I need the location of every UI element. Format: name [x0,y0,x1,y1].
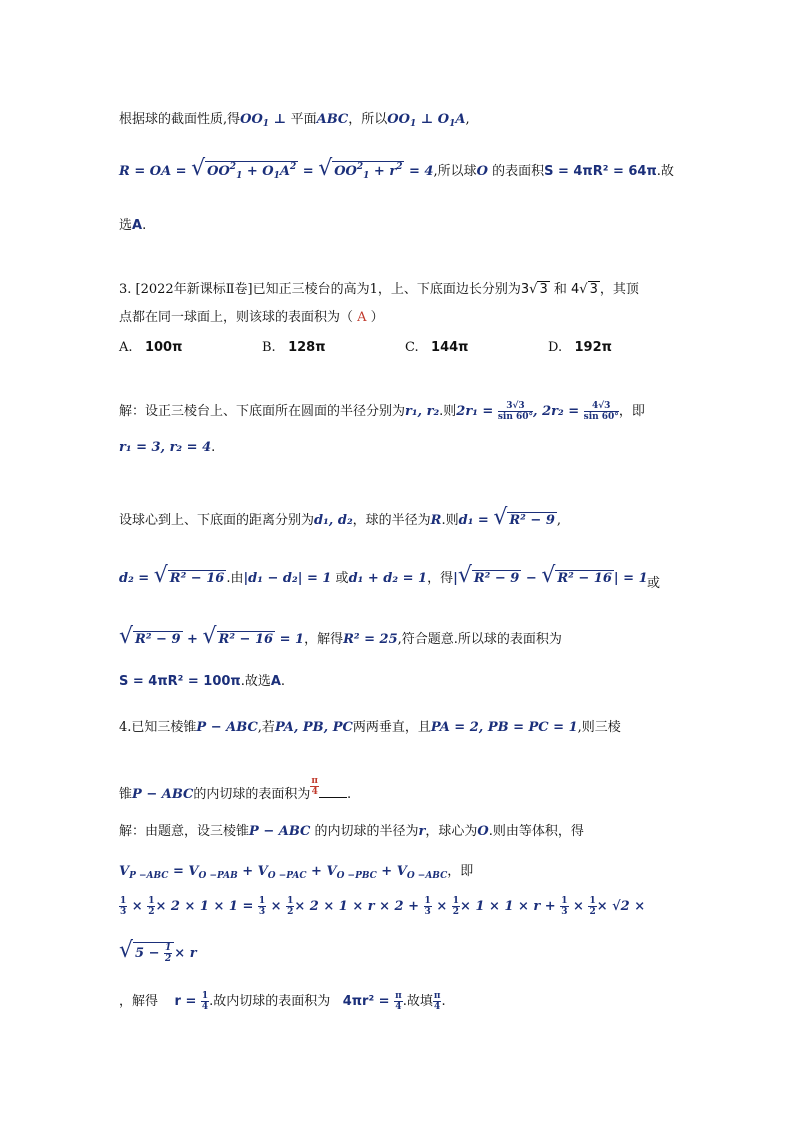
solution3-line-1: 解：设正三棱台上、下底面所在圆面的半径分别为r₁, r₂.则2r₁ = $\frac{3√3}{\sin 60^\circ}$ , 2r₂ = $\frac{4√3}{\sin 60^\circ}$ ，即 [119,401,645,422]
solution4-line-5: ，解得 r = $\frac{1}{4}$ .故内切球的表面积为 4πr² = $\frac{\pi}{4}$ .故填 $\frac{\pi}{4}$ . [119,991,446,1012]
math-perp: $OO_1$ ⊥ $O_1A$ [387,112,466,129]
value-4sqrt3: 4√ 3 [571,282,598,297]
solution4-line-1: 解：由题意，设三棱锥P − ABC 的内切球的半径为r，球心为O.则由等体积，得 [119,824,584,839]
solution3-line-6: S = 4πR² = 100π.故选A. [119,674,286,689]
option-b: B. 128π [262,340,326,355]
answer-choice: A [353,310,371,325]
option-d: D. 192π [548,340,612,355]
solution3-line-4: d₂ = √ R² − 16 .由|d₁ − d₂| = 1 或d₁ + d₂ = 1，得|√ R² − 9 − √ R² − 16 | = 1 [119,563,648,588]
solution3-line-5: √ R² − 9 + √ R² − 16 = 1，解得R² = 25,符合题意.所以球的表面积为 [119,624,562,649]
solution-line-3: 选A. [119,218,147,233]
solution3-line-2: r₁ = 3, r₂ = 4. [119,440,216,455]
solution-line-1: 根据球的截面性质,得$OO_1$ ⊥ 平面ABC，所以$OO_1$ ⊥ $O_1A$, [119,112,470,129]
solution3-line-3: 设球心到上、下底面的距离分别为d₁, d₂，球的半径为R.则d₁ = √ R² − 9 , [119,505,562,530]
fraction: $\frac{4√3}{\sin 60^\circ}$ [583,401,619,422]
sqrt-expr-1: $OO^2_1 + O_1A^2$ [207,162,297,181]
solution3-or: 或 [647,576,661,591]
solution4-line-2: $V_{P -ABC} = V_{O -PAB} + V_{O -PAC} + V_{O -PBC} + V_{O -ABC}$，即 [119,864,474,881]
option-c: C. 144π [405,340,469,355]
fraction: $\frac{3√3}{\sin 60^\circ}$ [497,401,534,422]
question-3-line-1: 3. [2022年新课标Ⅱ卷]已知正三棱台的高为1，上、下底面边长分别为3√ 3 和 4√ 3 ，其顶 [119,282,639,297]
sqrt-expr-2: $OO^2_1 + r^2$ [334,162,403,181]
sqrt-sign: √ [191,156,206,181]
solution4-line-3: $\frac{1}{3}$ × $\frac{1}{2}$ × 2 × 1 × 1 = $\frac{1}{3}$ × $\frac{1}{2}$ × 2 × 1 × r × 2 + $\frac{1}{3}$ × $\frac{1}{2}$ × 1 × 1 × r + $\frac{1}{3}$ × $\frac{1}{2}$ × √2 × [120,896,646,917]
math-oo1: $OO_1$ ⊥ [240,112,291,129]
question-4-line-1: 4.已知三棱锥P − ABC,若PA, PB, PC两两垂直，且PA = 2, PB = PC = 1,则三棱 [119,720,621,735]
answer-blank [319,785,347,798]
question-4-line-2: 锥P − ABC的内切球的表面积为 $\frac{\pi}{4}$ . [119,776,352,802]
option-a: A. 100π [119,340,183,355]
sqrt-sign: √ [318,156,333,181]
solution4-line-4: √ 5 − $\frac{1}{2}$ × r [119,938,197,964]
value-3sqrt3: 3√ 3 [520,282,548,297]
solution-line-2: R = OA = √ $OO^2_1 + O_1A^2$ = √ $OO^2_1 + r^2 = 4$,所以球O 的表面积S = 4πR² = 64π.故 [119,156,674,181]
question-3-line-2: 点都在同一球面上，则该球的表面积为（ A ） [119,310,384,325]
answer-fraction: $\frac{\pi}{4}$ [311,776,319,797]
